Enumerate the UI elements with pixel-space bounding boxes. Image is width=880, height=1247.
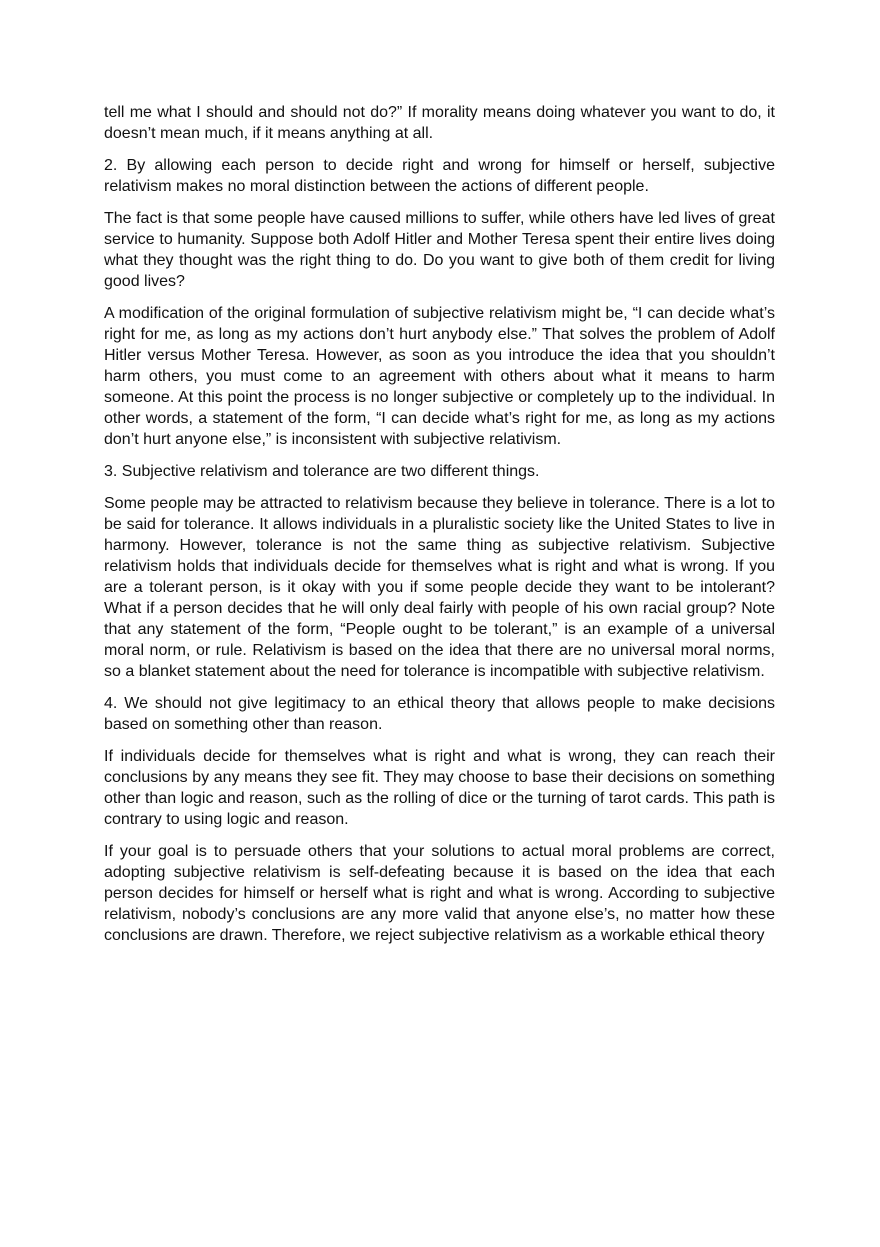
paragraph-tolerance: Some people may be attracted to relativism because they believe in tolerance. There is a lot to be said for tolerance. It allows individuals in a pluralistic society like the United States to live in harmony. However, tolerance is not the same thing as subjective relativism. Subjective relativism holds that individuals decide for themselves what is right and what is wrong. If you are a tolerant person, is it okay with you if some people decide they want to be intolerant? What if a person decides that he will only deal fairly with people of his own racial group? Note that any statement of the form, “People ought to be tolerant,” is an example of a universal moral norm, or rule. Relativism is based on the idea that there are no universal moral norms, so a blanket statement about the need for tolerance is incompatible with subjective relativism. <box>104 495 775 680</box>
point-3-heading: 3. Subjective relativism and tolerance are two different things. <box>104 463 540 480</box>
paragraph-modification: A modification of the original formulation of subjective relativism might be, “I can decide what’s right for me, as long as my actions don’t hurt anybody else.” That solves the problem of Adolf Hitler versus Mother Teresa. However, as soon as you introduce the idea that you shouldn’t harm others, you must come to an agreement with others about what it means to harm someone. At this point the process is no longer subjective or completely up to the individual. In other words, a statement of the form, “I can decide what’s right for me, as long as my actions don’t hurt anyone else,” is inconsistent with subjective relativism. <box>104 305 775 448</box>
body-text <box>104 102 775 957</box>
paragraph-conclusion: If your goal is to persuade others that your solutions to actual moral problems are correct, adopting subjective relativism is self-defeating because it is based on the idea that each person decides for himself or herself what is right and what is wrong. According to subjective relativism, nobody’s conclusions are any more valid that anyone else’s, no matter how these conclusions are drawn. Therefore, we reject subjective relativism as a workable ethical theory <box>104 843 775 944</box>
paragraph-hitler-teresa: The fact is that some people have caused millions to suffer, while others have led lives of great service to humanity. Suppose both Adolf Hitler and Mother Teresa spent their entire lives doing what they thought was the right thing to do. Do you want to give both of them credit for living good lives? <box>104 210 775 290</box>
point-4-heading: 4. We should not give legitimacy to an ethical theory that allows people to make decisions based on something other than reason. <box>104 695 775 733</box>
paragraph-reason: If individuals decide for themselves what is right and what is wrong, they can reach their conclusions by any means they see fit. They may choose to base their decisions on something other than logic and reason, such as the rolling of dice or the turning of tarot cards. This path is contrary to using logic and reason. <box>104 748 775 828</box>
paragraph-continuation: tell me what I should and should not do?” If morality means doing whatever you want to do, it doesn’t mean much, if it means anything at all. <box>104 104 775 142</box>
point-2-heading: 2. By allowing each person to decide right and wrong for himself or herself, subjective relativism makes no moral distinction between the actions of different people. <box>104 157 775 195</box>
